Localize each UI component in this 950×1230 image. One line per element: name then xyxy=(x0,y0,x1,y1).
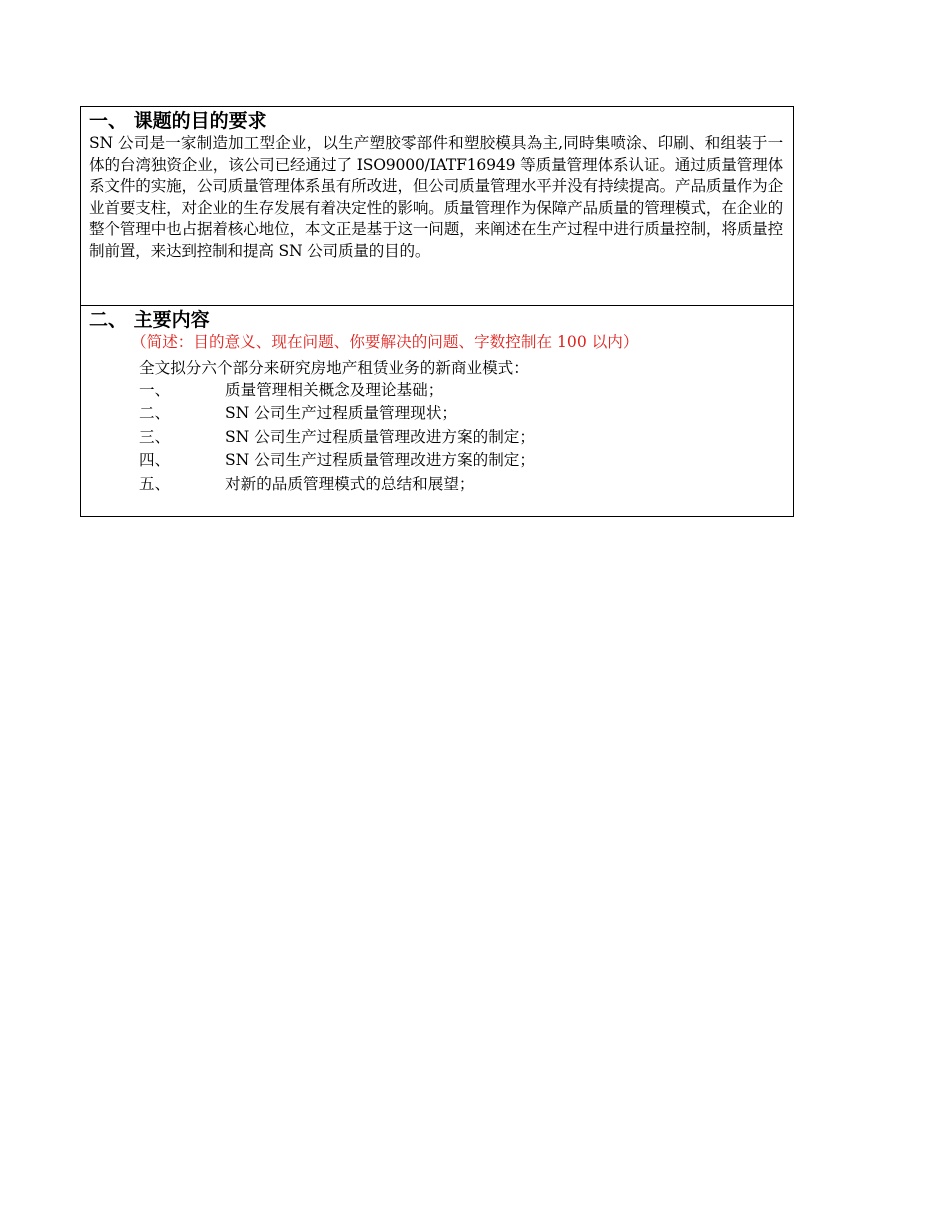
section-purpose xyxy=(81,107,793,306)
section-main-content-intro: 全文拟分六个部分来研究房地产租赁业务的新商业模式： xyxy=(139,359,529,377)
list-item xyxy=(139,426,783,449)
list-item-number: 三、 xyxy=(139,427,171,446)
list-item-text: 对新的品质管理模式的总结和展望； xyxy=(225,474,475,493)
section-main-content-hint: （简述：目的意义、现在问题、你要解决的问题、字数控制在 100 以内） xyxy=(131,333,639,351)
list-item-number: 四、 xyxy=(139,451,171,470)
section-main-content xyxy=(81,306,793,516)
list-item-text: SN 公司生产过程质量管理改进方案的制定； xyxy=(225,451,535,470)
section-purpose-heading: 一、 课题的目的要求 xyxy=(89,110,267,132)
list-item xyxy=(139,449,783,472)
list-item-number: 二、 xyxy=(139,404,171,423)
section-main-content-heading: 二、 主要内容 xyxy=(89,309,210,331)
list-item xyxy=(139,473,783,496)
list-item-text: 质量管理相关概念及理论基础； xyxy=(225,381,444,399)
list-item-text: SN 公司生产过程质量管理现状； xyxy=(225,404,458,423)
list-item-number: 五、 xyxy=(139,474,171,493)
proposal-table xyxy=(80,106,794,517)
section-purpose-paragraph: SN 公司是一家制造加工型企业，以生产塑胶零部件和塑胶模具為主,同時集喷涂、印刷、和组装于一体的台湾独资企业，该公司已经通过了 ISO9000/IATF16949 等质量管理体系认证。通过质量管理体系文件的实施，公司质量管理体系虽有所改进，但公司质量管理水平并没有持续提高。产品质量作为企业首要支柱，对企业的生存发展有着决定性的影响。质量管理作为保障产品质量的管理模式，在企业的整个管理中也占据着核心地位，本文正是基于这一问题，来阐述在生产过程中进行质量控制，将质量控制前置，来达到控制和提高 SN 公司质量的目的。 xyxy=(89,134,783,260)
list-item xyxy=(139,402,783,425)
list-item-number: 一、 xyxy=(139,381,171,399)
list-item xyxy=(139,379,783,402)
list-item-text: SN 公司生产过程质量管理改进方案的制定； xyxy=(225,427,535,446)
